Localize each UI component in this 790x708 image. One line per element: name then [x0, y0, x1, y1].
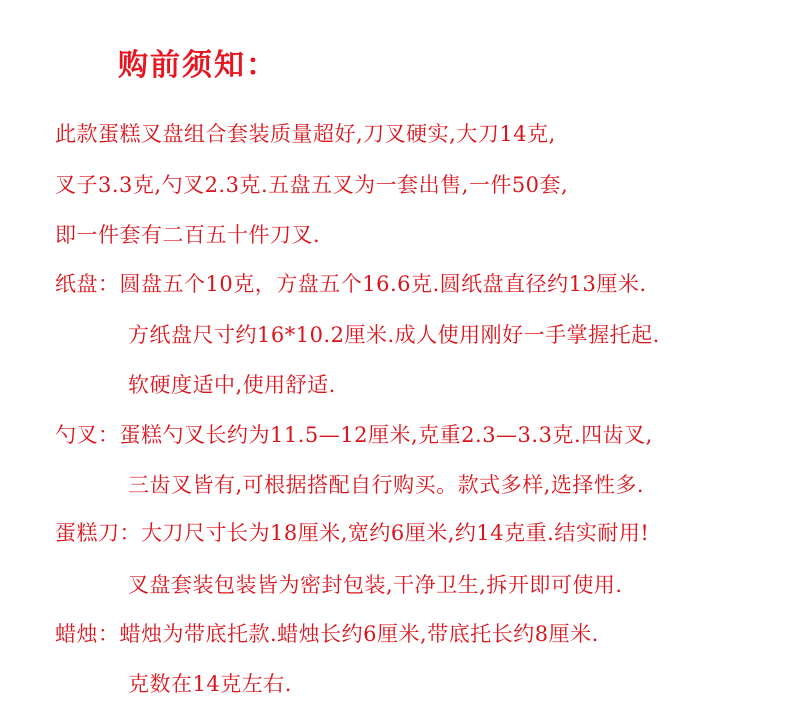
notice-title: 购前须知： — [118, 48, 278, 83]
notice-line-cake-knife: 蛋糕刀：大刀尺寸长为18厘米,宽约6厘米,约14克重.结实耐用! — [55, 521, 650, 545]
notice-line-weights: 叉子3.3克,勺叉2.3克.五盘五叉为一套出售,一件50套, — [55, 173, 569, 197]
notice-line-fork-types: 三齿叉皆有,可根据搭配自行购买。款式多样,选择性多. — [128, 473, 645, 497]
notice-line-candle-weight: 克数在14克左右. — [128, 672, 292, 696]
notice-line-paper-plate: 纸盘：圆盘五个10克，方盘五个16.6克.圆纸盘直径约13厘米. — [55, 272, 647, 296]
notice-line-packaging: 叉盘套装包装皆为密封包装,干净卫生,拆开即可使用. — [128, 573, 623, 597]
notice-line-square-plate: 方纸盘尺寸约16*10.2厘米.成人使用刚好一手掌握托起. — [128, 323, 660, 347]
notice-line-quality: 此款蛋糕叉盘组合套装质量超好,刀叉硬实,大刀14克, — [55, 122, 556, 146]
notice-line-count: 即一件套有二百五十件刀叉. — [55, 223, 321, 247]
notice-line-softness: 软硬度适中,使用舒适. — [128, 373, 336, 397]
notice-line-candle: 蜡烛：蜡烛为带底托款.蜡烛长约6厘米,带底托长约8厘米. — [55, 622, 599, 646]
notice-line-spoon-fork: 勺叉：蛋糕勺叉长约为11.5—12厘米,克重2.3—3.3克.四齿叉, — [55, 423, 653, 447]
